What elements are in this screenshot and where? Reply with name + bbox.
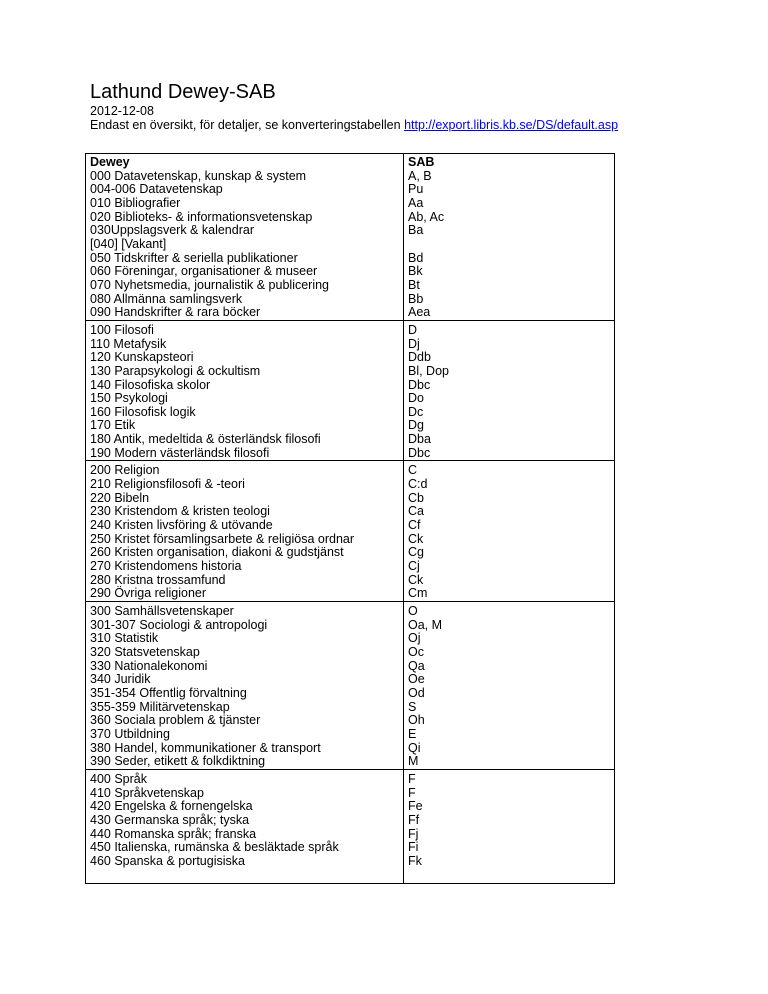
dewey-cell <box>86 602 404 770</box>
dewey-class: 390 Seder, etikett & folkdiktning <box>90 754 266 769</box>
section-row <box>86 320 615 461</box>
header-row <box>86 154 615 321</box>
sab-code: Cj <box>408 559 420 574</box>
note-text: Endast en översikt, för detaljer, se konverteringstabellen <box>90 118 405 132</box>
conversion-table-link[interactable]: http://export.libris.kb.se/DS/default.asp <box>404 118 619 132</box>
sab-code: Pu <box>408 182 424 197</box>
sab-code: Oh <box>408 713 425 728</box>
sab-code: Ff <box>408 812 420 827</box>
sab-code: Fe <box>408 799 423 814</box>
dewey-class: 280 Kristna trossamfund <box>90 572 226 587</box>
sab-code <box>408 238 614 252</box>
sab-code: Ba <box>408 223 424 238</box>
sab-code: Oe <box>408 672 425 687</box>
sab-code: Dc <box>408 404 424 419</box>
sab-code: C <box>408 463 418 478</box>
sab-code: Dba <box>408 432 431 447</box>
dewey-cell <box>86 769 404 883</box>
dewey-class: 100 Filosofi <box>90 322 154 337</box>
sab-code: D <box>408 322 418 337</box>
sab-code: Oa, M <box>408 617 443 632</box>
dewey-class: 120 Kunskapsteori <box>90 350 194 365</box>
document-note <box>90 118 618 132</box>
sab-code: Bt <box>408 277 420 292</box>
header-sab-label: SAB <box>408 155 435 169</box>
dewey-class: 300 Samhällsvetenskaper <box>90 604 234 618</box>
sab-code: Ddb <box>408 350 431 365</box>
dewey-class: 000 Datavetenskap, kunskap & system <box>90 168 307 183</box>
dewey-class: 230 Kristendom & kristen teologi <box>90 504 270 519</box>
dewey-class: 320 Statsvetenskap <box>90 644 200 659</box>
sab-code: Dbc <box>408 377 431 392</box>
dewey-class: 460 Spanska & portugisiska <box>90 853 245 868</box>
dewey-class: 060 Föreningar, organisationer & museer <box>90 264 318 279</box>
sab-code: Od <box>408 685 425 700</box>
dewey-class: 440 Romanska språk; franska <box>90 826 257 841</box>
sab-code: Dg <box>408 418 424 433</box>
sab-code: Dj <box>408 336 420 351</box>
sab-code: O <box>408 604 418 618</box>
dewey-class: 010 Bibliografier <box>90 195 181 210</box>
dewey-class: [040] [Vakant] <box>90 236 167 251</box>
sab-code: Fj <box>408 826 419 841</box>
header-dewey <box>86 154 404 321</box>
sab-code: Bk <box>408 264 423 279</box>
sab-code: S <box>408 699 417 714</box>
sab-code: Dbc <box>408 445 431 460</box>
sab-code: Bb <box>408 291 424 306</box>
sab-code: Qa <box>408 658 425 673</box>
dewey-class: 030Uppslagsverk & kalendrar <box>90 223 254 238</box>
sab-code: Ab, Ac <box>408 209 445 224</box>
document-meta <box>90 104 618 132</box>
sab-code: Qi <box>408 740 421 755</box>
dewey-class: 170 Etik <box>90 418 136 433</box>
dewey-class: 180 Antik, medeltida & österländsk filosofi <box>90 432 321 447</box>
sab-code: Aa <box>408 195 424 210</box>
dewey-class: 220 Bibeln <box>90 490 150 505</box>
sab-code: Fi <box>408 840 419 855</box>
header-sab <box>404 154 615 321</box>
dewey-class: 330 Nationalekonomi <box>90 658 208 673</box>
dewey-class: 090 Handskrifter & rara böcker <box>90 305 261 320</box>
dewey-class: 110 Metafysik <box>90 336 167 351</box>
dewey-class: 430 Germanska språk; tyska <box>90 812 250 827</box>
dewey-class: 351-354 Offentlig förvaltning <box>90 685 247 700</box>
sab-code: Ca <box>408 504 424 519</box>
dewey-class: 240 Kristen livsföring & utövande <box>90 518 273 533</box>
dewey-class: 310 Statistik <box>90 631 159 646</box>
sab-code: Do <box>408 391 424 406</box>
document-date: 2012-12-08 <box>90 104 154 118</box>
dewey-class: 301-307 Sociologi & antropologi <box>90 617 268 632</box>
dewey-class: 130 Parapsykologi & ockultism <box>90 363 261 378</box>
dewey-class: 070 Nyhetsmedia, journalistik & publicering <box>90 277 330 292</box>
sab-code: Oj <box>408 631 421 646</box>
dewey-class: 150 Psykologi <box>90 391 168 406</box>
header-dewey-label: Dewey <box>90 155 130 169</box>
dewey-class: 250 Kristet församlingsarbete & religiösa ordnar <box>90 531 355 546</box>
sab-cell <box>404 320 615 461</box>
dewey-class: 355-359 Militärvetenskap <box>90 699 230 714</box>
dewey-class: 050 Tidskrifter & seriella publikationer <box>90 250 298 265</box>
dewey-class: 004-006 Datavetenskap <box>90 182 223 197</box>
dewey-class: 340 Juridik <box>90 672 151 687</box>
sab-code: F <box>408 785 416 800</box>
sab-code: Bd <box>408 250 424 265</box>
dewey-class: 380 Handel, kommunikationer & transport <box>90 740 321 755</box>
sab-code: Bl, Dop <box>408 363 449 378</box>
section-row <box>86 602 615 770</box>
dewey-class: 290 Övriga religioner <box>90 586 207 601</box>
sab-cell <box>404 602 615 770</box>
dewey-class: 160 Filosofisk logik <box>90 404 196 419</box>
document-title: Lathund Dewey-SAB <box>90 81 276 103</box>
dewey-class: 360 Sociala problem & tjänster <box>90 713 261 728</box>
dewey-class: 020 Biblioteks- & informationsvetenskap <box>90 209 313 224</box>
sab-code: Ck <box>408 572 424 587</box>
dewey-class: 210 Religionsfilosofi & -teori <box>90 477 245 492</box>
sab-code: Cm <box>408 586 428 601</box>
sab-code: F <box>408 771 416 786</box>
dewey-cell <box>86 320 404 461</box>
sab-cell <box>404 769 615 883</box>
section-row <box>86 461 615 602</box>
sab-code: Cg <box>408 545 424 560</box>
dewey-class: 270 Kristendomens historia <box>90 559 242 574</box>
sab-code: E <box>408 726 417 741</box>
section-row <box>86 769 615 883</box>
sab-code: C:d <box>408 477 428 492</box>
sab-code: Ck <box>408 531 424 546</box>
dewey-class: 190 Modern västerländsk filosofi <box>90 445 270 460</box>
dewey-class: 400 Språk <box>90 771 147 786</box>
sab-code: Cb <box>408 490 424 505</box>
dewey-class: 420 Engelska & fornengelska <box>90 799 253 814</box>
dewey-cell <box>86 461 404 602</box>
sab-cell <box>404 461 615 602</box>
sab-code: M <box>408 754 419 769</box>
dewey-sab-table <box>85 153 615 884</box>
dewey-class: 080 Allmänna samlingsverk <box>90 291 243 306</box>
dewey-class: 370 Utbildning <box>90 726 170 741</box>
dewey-class: 200 Religion <box>90 463 160 478</box>
dewey-class: 450 Italienska, rumänska & besläktade språk <box>90 840 339 855</box>
dewey-class: 410 Språkvetenskap <box>90 785 204 800</box>
sab-code: A, B <box>408 168 432 183</box>
sab-code: Oc <box>408 644 424 659</box>
sab-code: Fk <box>408 853 422 868</box>
sab-code: Cf <box>408 518 421 533</box>
dewey-class: 140 Filosofiska skolor <box>90 377 211 392</box>
dewey-class: 260 Kristen organisation, diakoni & gudstjänst <box>90 545 344 560</box>
sab-code: Aea <box>408 305 431 320</box>
